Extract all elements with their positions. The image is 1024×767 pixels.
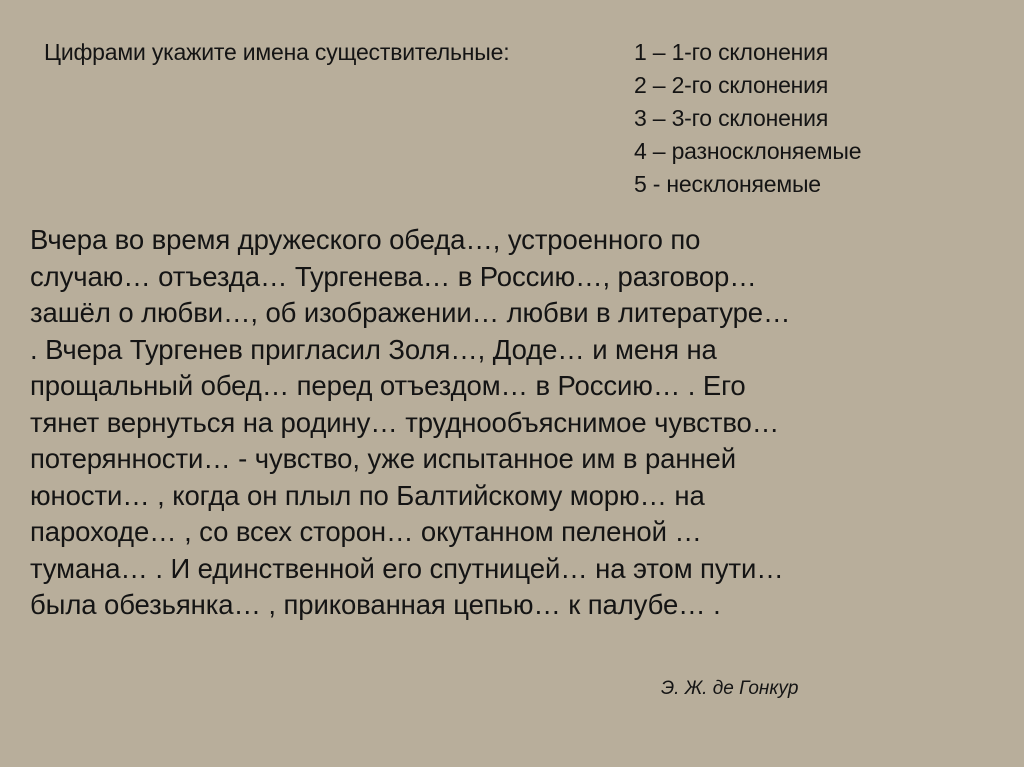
passage-line: случаю… отъезда… Тургенева… в Россию…, разговор… [30,260,757,292]
legend-item-5: 5 - несклоняемые [634,171,821,197]
passage-line: тумана… . И единственной его спутницей… на этом пути… [30,552,784,584]
passage-line: прощальный обед… перед отъездом… в Россию… . Его [30,370,746,401]
declension-legend [634,36,861,201]
passage-line: зашёл о любви…, об изображении… любви в литературе… [30,297,791,328]
passage-line: тянет вернуться на родину… труднообъяснимое чувство… [30,406,780,438]
passage-line: юности… , когда он плыл по Балтийскому морю… на [30,479,705,511]
passage-line: Вчера во время дружеского обеда…, устроенного по [30,224,701,255]
legend-item-4: 4 – разносклоняемые [634,138,862,164]
author-attribution: Э. Ж. де Гонкур [661,678,799,699]
passage-line: пароходе… , со всех сторон… окутанном пеленой … [30,516,702,547]
legend-item-1: 1 – 1-го склонения [634,39,829,65]
passage-text [30,222,1000,624]
task-prompt: Цифрами укажите имена существительные: [44,39,510,65]
legend-item-3: 3 – 3-го склонения [634,105,829,131]
passage-line: . Вчера Тургенев пригласил Золя…, Доде… и меня на [30,333,717,365]
passage-line: была обезьянка… , прикованная цепью… к палубе… . [30,589,721,620]
passage-line: потерянности… - чувство, уже испытанное им в ранней [30,443,736,474]
legend-item-2: 2 – 2-го склонения [634,72,829,98]
